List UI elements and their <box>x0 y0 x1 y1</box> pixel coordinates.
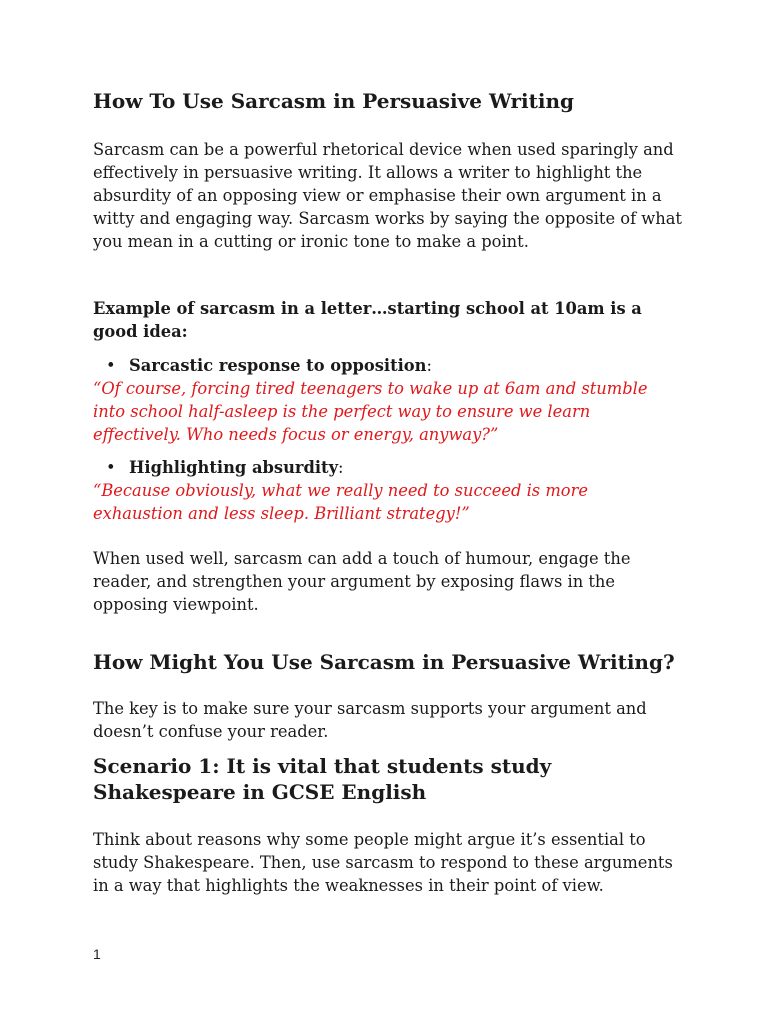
page-number: 1 <box>93 946 101 962</box>
intro-paragraph: Sarcasm can be a powerful rhetorical device when used sparingly and effectively in persuasive writing. It allows a writer to highlight the absurdity of an opposing view or emphasise their own argument in a witty and engaging way. Sarcasm works by saying the opposite of what you mean in a cutting or ironic tone to make a point. <box>93 140 682 251</box>
page-title: How To Use Sarcasm in Persuasive Writing <box>93 89 575 113</box>
bullet-dot-icon: • <box>106 458 116 477</box>
bullet-colon: : <box>426 356 432 375</box>
example-heading: Example of sarcasm in a letter…starting school at 10am is a good idea: <box>93 299 642 341</box>
bullet-label: Highlighting absurdity <box>129 458 339 477</box>
sarcastic-quote: “Because obviously, what we really need to succeed is more exhaustion and less sleep. Brilliant strategy!” <box>93 481 588 523</box>
bullet-label: Sarcastic response to opposition <box>129 356 427 375</box>
bullet-colon: : <box>338 458 344 477</box>
bullet-dot-icon: • <box>106 356 116 375</box>
bullet-item-1 <box>93 354 683 446</box>
section-heading: How Might You Use Sarcasm in Persuasive Writing? <box>93 650 675 674</box>
sarcastic-quote: “Of course, forcing tired teenagers to wake up at 6am and stumble into school half-asleep is the perfect way to ensure we learn effectively. Who needs focus or energy, anyway?” <box>93 379 648 444</box>
bullet-item-2 <box>93 456 683 525</box>
scenario-heading: Scenario 1: It is vital that students study Shakespeare in GCSE English <box>93 754 552 804</box>
conclusion-paragraph: When used well, sarcasm can add a touch of humour, engage the reader, and strengthen your argument by exposing flaws in the opposing viewpoint. <box>93 549 631 614</box>
scenario-paragraph: Think about reasons why some people might argue it’s essential to study Shakespeare. Then, use sarcasm to respond to these arguments in a way that highlights the weaknesses in their point of view. <box>93 830 673 895</box>
section-paragraph: The key is to make sure your sarcasm supports your argument and doesn’t confuse your reader. <box>93 699 647 741</box>
